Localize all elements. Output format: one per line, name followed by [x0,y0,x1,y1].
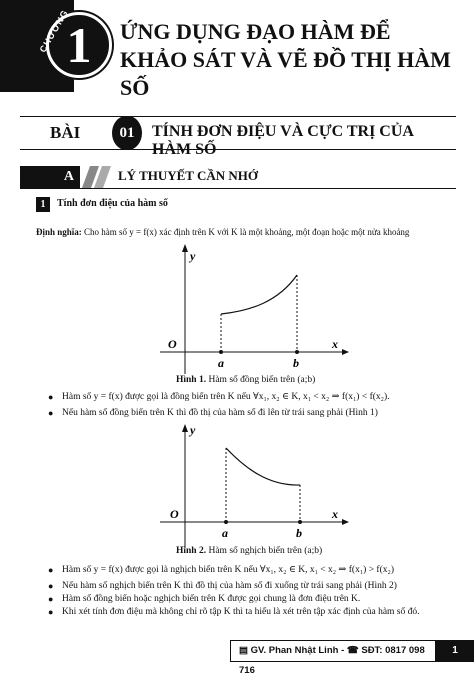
point-a [224,520,228,524]
y-label: y [190,423,196,437]
document-icon: ▤ [239,645,248,656]
bullet-text: Nếu hàm số đồng biến trên K thì đồ thị của hàm số đi lên từ trái sang phải (Hình 1) [62,408,378,418]
decreasing-curve [226,448,300,485]
point-a [219,350,223,354]
a-label: a [222,526,228,540]
section-header [20,166,456,188]
lesson-title: TÍNH ĐƠN ĐIỆU VÀ CỰC TRỊ CỦA HÀM SỐ [152,123,414,158]
bullet-icon: ● [48,392,54,402]
origin-label: O [170,507,179,521]
b-label: b [296,526,302,540]
point-b [295,350,299,354]
chapter-header [0,0,474,100]
x-label: x [332,337,338,351]
origin-label: O [168,337,177,351]
subsection-title: Tính đơn điệu của hàm số [57,198,168,209]
bullet-icon: ● [48,581,54,591]
chapter-title: ỨNG DỤNG ĐẠO HÀM ĐỂ KHẢO SÁT VÀ VẼ ĐỒ THỊ HÀM SỐ [120,19,451,100]
bullet-text: Nếu hàm số nghịch biến trên K thì đồ thị của hàm số đi xuống từ trái sang phải (Hình 2) [62,581,397,591]
bullet-text: Khi xét tính đơn điệu mà không chỉ rõ tập K thì ta hiểu là xét trên tập xác định của hàm số đó. [62,607,420,617]
footer-contact [230,640,436,676]
bullet-text: Hàm số đồng biến hoặc nghịch biến trên K được gọi chung là đơn điệu trên K. [62,594,361,604]
y-label: y [190,249,196,263]
figure2-caption [176,546,322,556]
bullet-text: Hàm số y = f(x) được gọi là đồng biến trên K nếu ∀x₁, x₂ ∈ K, x₁ < x₂ ⇒ f(x₁) < f(x₂). [62,392,390,402]
chapter-number: 1 [66,17,92,73]
bullet-icon: ● [48,565,54,575]
phone-icon: ☎ [346,645,359,656]
lesson-label: BÀI [50,123,81,142]
section-letter: A [20,166,80,188]
figure2-graph [160,424,350,548]
footer-separator: - [341,645,347,656]
increasing-curve [221,275,297,314]
bullet-icon: ● [48,408,54,418]
section-title: LÝ THUYẾT CẦN NHỚ [118,168,259,183]
figure1-caption-label: Hình 1. [176,375,207,385]
bullet-icon: ● [48,594,54,604]
footer-phone: SĐT: 0817 098 716 [239,645,425,676]
section-underline [20,188,456,189]
point-b [298,520,302,524]
bullet-text: Hàm số y = f(x) được gọi là nghịch biến trên K nếu ∀x₁, x₂ ∈ K, x₁ < x₂ ⇒ f(x₁) > f(x₂) [62,565,394,575]
definition-paragraph [36,226,409,238]
b-label: b [293,356,299,370]
x-label: x [332,507,338,521]
definition-text: Cho hàm số y = f(x) xác định trên K với K là một khoảng, một đoạn hoặc một nửa khoảng [81,227,410,237]
y-axis-arrow [182,244,188,252]
x-axis-arrow [342,519,349,525]
x-axis-arrow [342,349,349,355]
figure2-caption-text: Hàm số nghịch biến trên (a;b) [206,546,323,556]
figure1-caption-text: Hàm số đồng biến trên (a;b) [206,375,316,385]
chapter-word: CHƯƠNG [37,7,71,55]
bullet-icon: ● [48,607,54,617]
page-footer [230,640,474,676]
lesson-number: 01 [112,116,142,150]
a-label: a [218,356,224,370]
figure2-caption-label: Hình 2. [176,546,207,556]
page-number: 1 [436,640,474,662]
y-axis-arrow [182,424,188,432]
footer-author: GV. Phan Nhật Linh [250,645,339,656]
subsection-number: 1 [36,197,50,212]
lesson-header [20,116,456,158]
definition-label: Định nghĩa: [36,227,82,237]
figure1-caption [176,375,315,385]
figure1-graph [160,244,350,374]
